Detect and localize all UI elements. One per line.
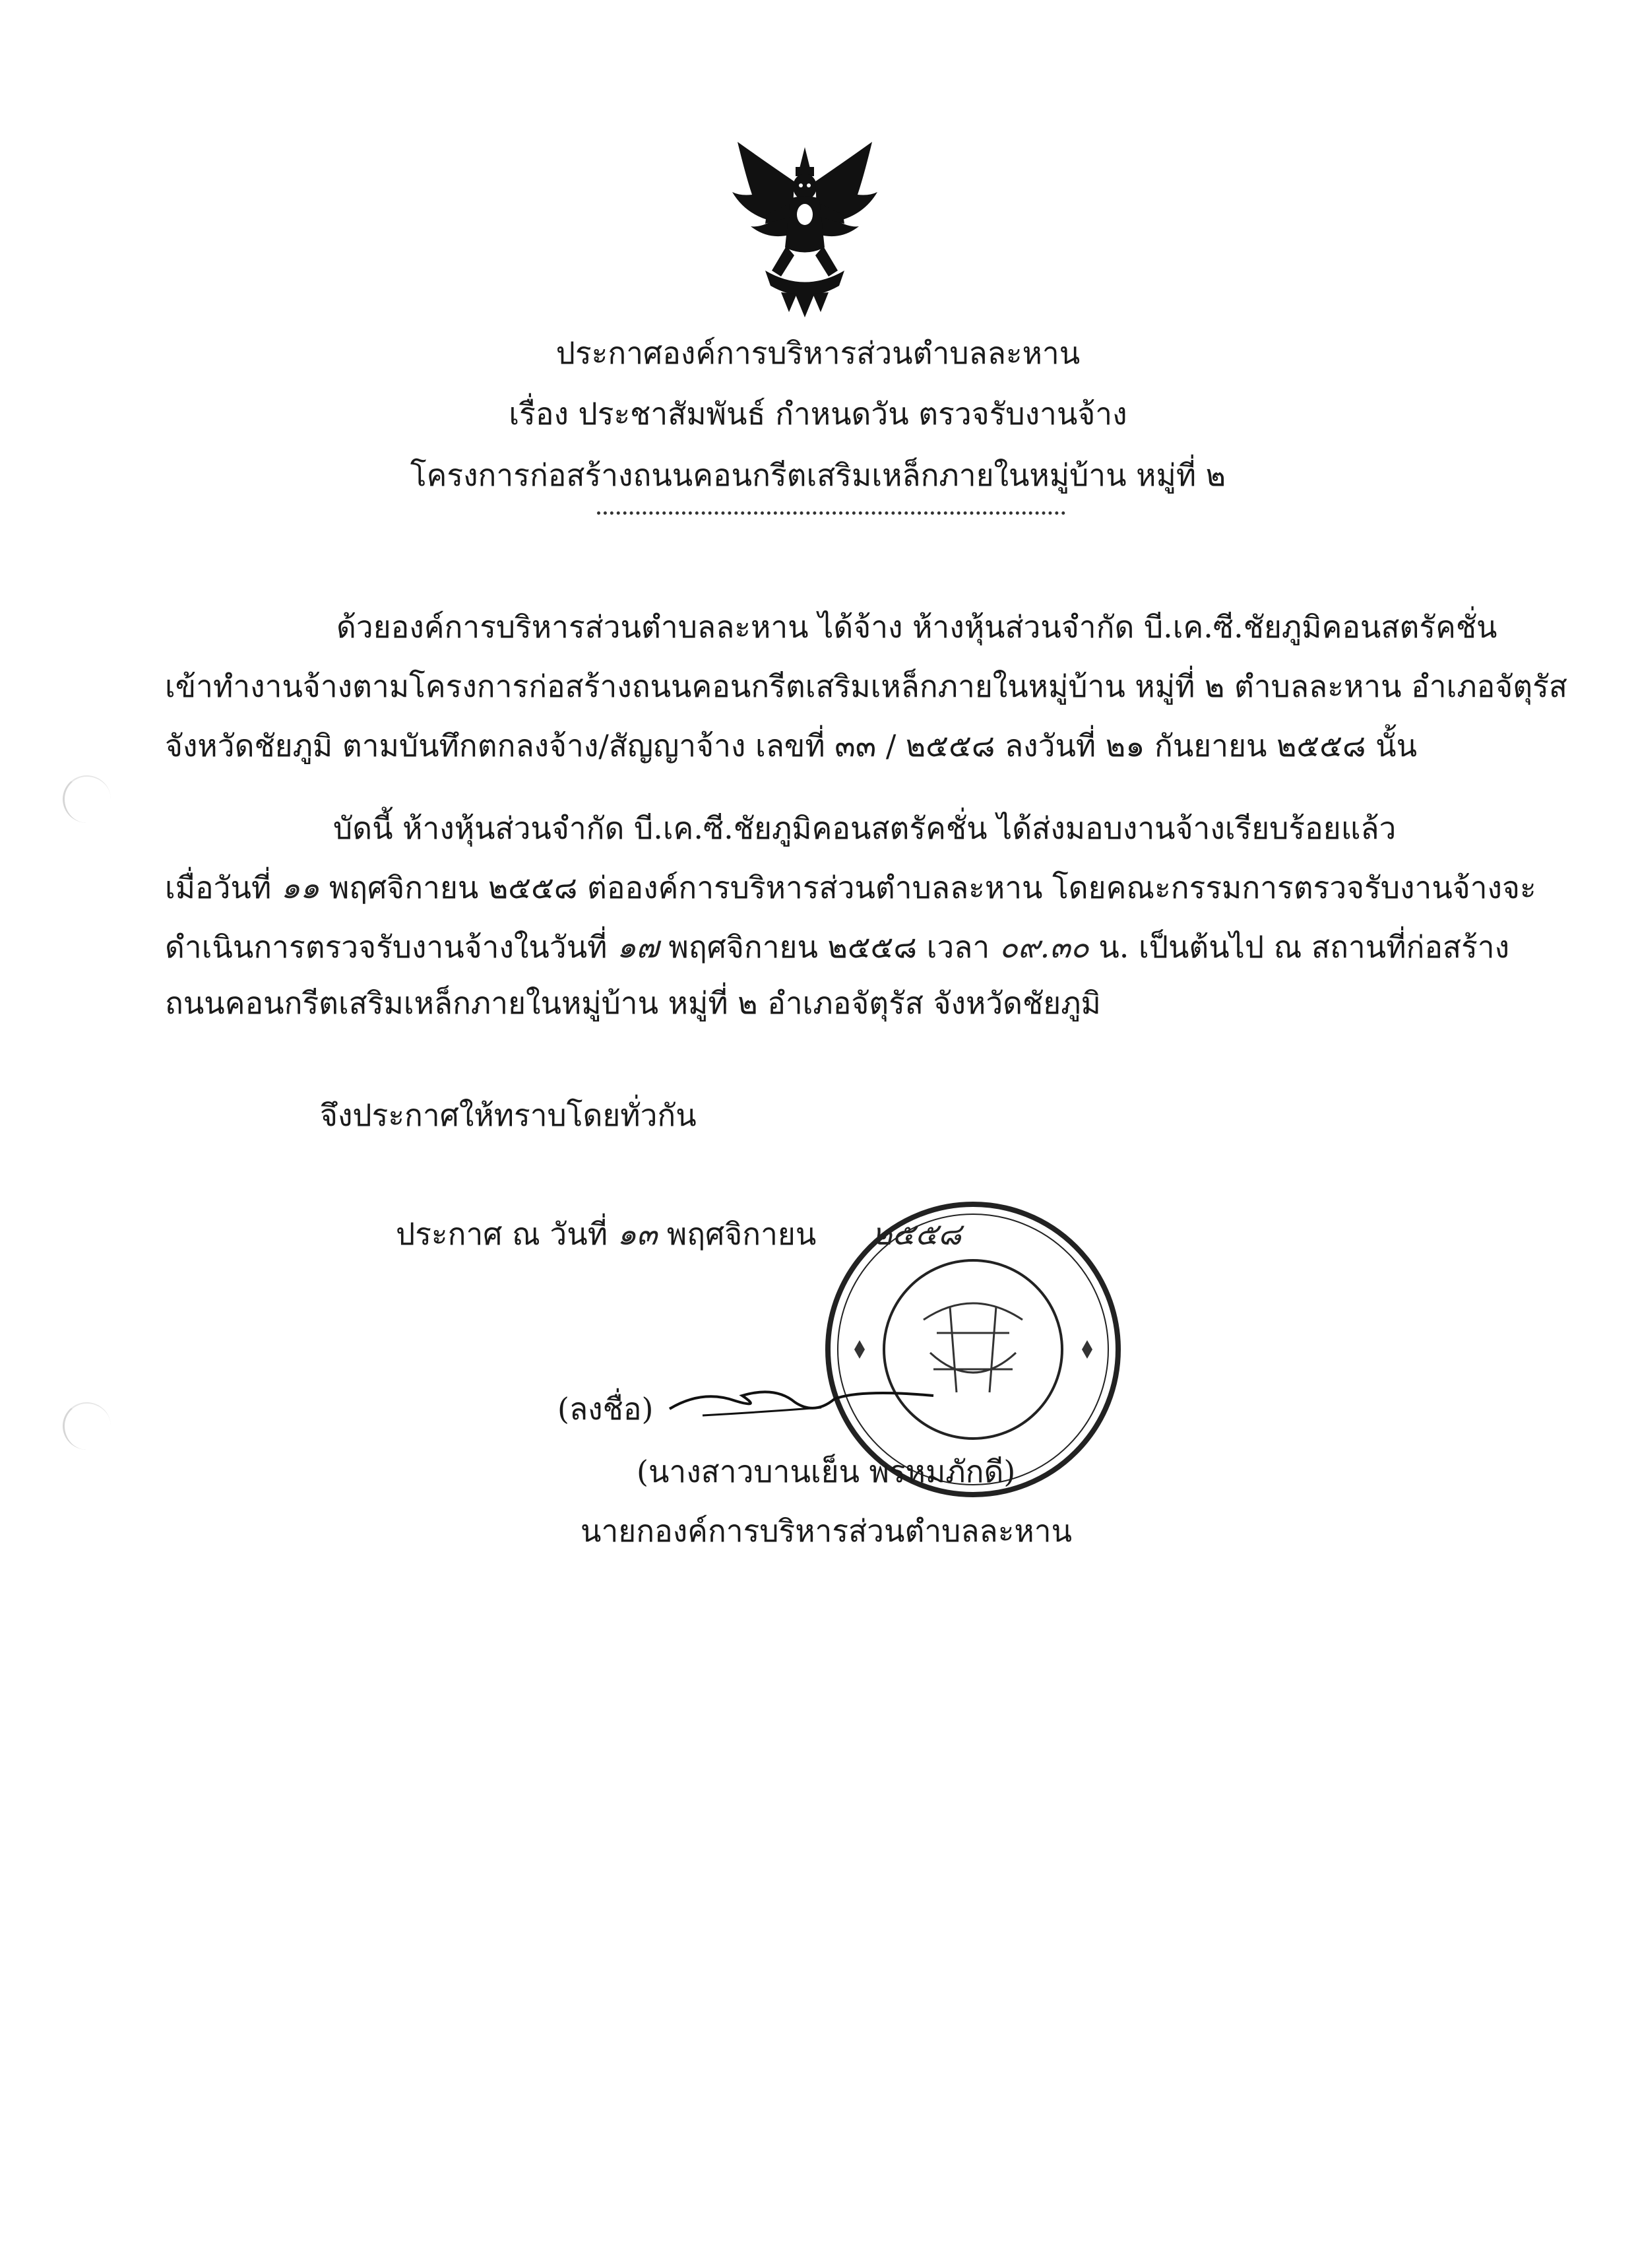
dotted-divider: [597, 511, 1065, 515]
handwritten-signature: [663, 1376, 940, 1429]
static-text: ดำเนินการตรวจรับงานจ้างในวันที่: [165, 929, 608, 965]
signatory-name: (นางสาวบานเย็น พรหมภักดี): [637, 1454, 1016, 1489]
static-text: พฤศจิกายน ๒๕๕๘ เวลา: [668, 929, 990, 965]
static-text: น. เป็นต้นไป ณ สถานที่ก่อสร้าง: [1098, 929, 1510, 965]
handwritten-time: ๐๙.๓๐: [999, 929, 1089, 965]
punch-hole-mark: [63, 775, 111, 823]
closing-statement: จึงประกาศให้ทราบโดยทั่วกัน: [320, 1097, 697, 1133]
sign-label: (ลงชื่อ): [557, 1391, 654, 1427]
static-text: ประกาศ ณ วันที่: [396, 1216, 608, 1252]
paragraph-2-line-1: บัดนี้ ห้างหุ้นส่วนจำกัด บี.เค.ซี.ชัยภูมิคอนสตรัคชั่น ได้ส่งมอบงานจ้างเรียบร้อยแล้ว: [333, 810, 1397, 846]
static-text: เมื่อวันที่: [165, 870, 272, 905]
date-month: พฤศจิกายน: [666, 1216, 817, 1252]
handwritten-inspection-day: ๑๗: [617, 929, 659, 965]
handwritten-year: ๒๕๕๘: [871, 1216, 962, 1252]
signatory-position: นายกองค์การบริหารส่วนตำบลละหาน: [581, 1513, 1073, 1549]
project-name: โครงการก่อสร้างถนนคอนกรีตเสริมเหล็กภายในหมู่บ้าน หมู่ที่ ๒: [410, 457, 1226, 493]
announcement-subject: เรื่อง ประชาสัมพันธ์ กำหนดวัน ตรวจรับงานจ้าง: [509, 396, 1127, 432]
handwritten-day: ๑๓: [617, 1216, 658, 1252]
paragraph-2-line-3: [165, 927, 1509, 967]
garuda-emblem: [726, 135, 884, 320]
paragraph-2-line-2: [165, 868, 1536, 907]
paragraph-1-line-2: เข้าทำงานจ้างตามโครงการก่อสร้างถนนคอนกรีตเสริมเหล็กภายในหมู่บ้าน หมู่ที่ ๒ ตำบลละหาน อำเภอจัตุรัส: [165, 668, 1567, 704]
paragraph-1-line-1: ด้วยองค์การบริหารส่วนตำบลละหาน ได้จ้าง ห้างหุ้นส่วนจำกัด บี.เค.ซี.ชัยภูมิคอนสตรัคชั่น: [336, 609, 1497, 645]
announcement-title: ประกาศองค์การบริหารส่วนตำบลละหาน: [555, 335, 1081, 371]
static-text: พฤศจิกายน ๒๕๕๘ ต่อองค์การบริหารส่วนตำบลละหาน โดยคณะกรรมการตรวจรับงานจ้างจะ: [329, 870, 1536, 905]
paragraph-1-line-3: จังหวัดชัยภูมิ ตามบันทึกตกลงจ้าง/สัญญาจ้าง เลขที่ ๓๓ / ๒๕๕๘ ลงวันที่ ๒๑ กันยายน ๒๕๕๘ นั้น: [165, 728, 1418, 763]
handwritten-date: ๑๑: [280, 870, 320, 905]
punch-hole-mark: [63, 1402, 111, 1450]
paragraph-2-line-4: ถนนคอนกรีตเสริมเหล็กภายในหมู่บ้าน หมู่ที่ ๒ อำเภอจัตุรัส จังหวัดชัยภูมิ: [165, 985, 1101, 1021]
